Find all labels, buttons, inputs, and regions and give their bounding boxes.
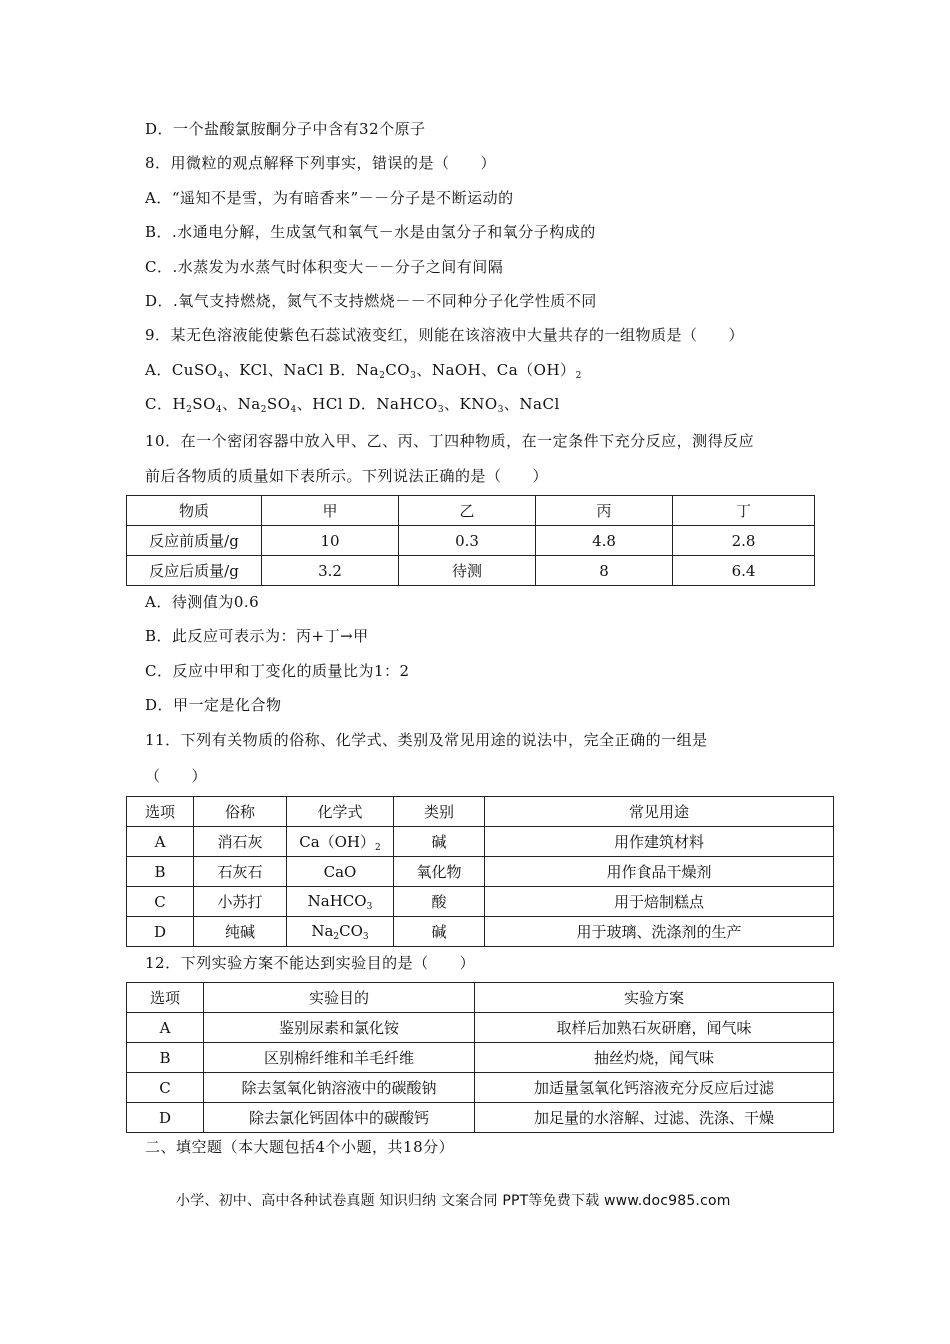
section-2-heading: 二、填空题（本大题包括4个小题，共18分） [145, 1138, 455, 1156]
table-cell: D [127, 917, 194, 947]
question-12-stem: 12．下列实验方案不能达到实验目的是（ ） [145, 954, 476, 972]
table-cell: 碱 [394, 827, 485, 857]
table-cell: 用于玻璃、洗涤剂的生产 [485, 917, 834, 947]
table-cell: 用于焙制糕点 [485, 887, 834, 917]
page-footer: 小学、初中、高中各种试卷真题 知识归纳 文案合同 PPT等免费下载 www.doc985.com [176, 1193, 731, 1209]
table-cell: 除去氢氧化钠溶液中的碳酸钠 [204, 1073, 475, 1103]
table-cell: 物质 [127, 496, 262, 526]
table-row [127, 887, 834, 917]
table-row [127, 1043, 834, 1073]
table-cell: 鉴别尿素和氯化铵 [204, 1013, 475, 1043]
table-cell: 2.8 [673, 526, 815, 556]
question-8-option-c: C．.水蒸发为水蒸气时体积变大－－分子之间有间隔 [145, 258, 504, 276]
question-10-table [126, 495, 815, 586]
table-cell: 待测 [399, 556, 536, 586]
table-cell: 氧化物 [394, 857, 485, 887]
question-11-stem-line1: 11．下列有关物质的俗称、化学式、类别及常见用途的说法中，完全正确的一组是 [145, 731, 708, 749]
question-9-options-ab: A．CuSO$_4$、KCl、NaCl B．$Na_2CO_3$、NaOH、$Ca(OH)_2$ [145, 361, 582, 381]
table-cell: NaHCO$_3$ [287, 887, 394, 917]
table-cell: 碱 [394, 917, 485, 947]
table-row [127, 556, 815, 586]
table-row [127, 857, 834, 887]
table-cell: 实验目的 [204, 983, 475, 1013]
table-row [127, 1103, 834, 1133]
table-cell: CaO [287, 857, 394, 887]
table-cell: 区别棉纤维和羊毛纤维 [204, 1043, 475, 1073]
table-cell: 丙 [536, 496, 673, 526]
table-cell: C [127, 887, 194, 917]
table-cell: 除去氯化钙固体中的碳酸钙 [204, 1103, 475, 1133]
question-8-option-d: D．.氧气支持燃烧，氮气不支持燃烧－－不同种分子化学性质不同 [145, 292, 597, 310]
table-cell: 取样后加熟石灰研磨，闻气味 [475, 1013, 834, 1043]
table-cell: C [127, 1073, 204, 1103]
question-10-stem-line2: 前后各物质的质量如下表所示。下列说法正确的是（ ） [145, 467, 549, 485]
table-cell: 4.8 [536, 526, 673, 556]
table-cell: B [127, 1043, 204, 1073]
table-cell: D [127, 1103, 204, 1133]
question-8-option-b: B．.水通电分解，生成氢气和氧气－水是由氢分子和氧分子构成的 [145, 223, 596, 241]
table-cell: 纯碱 [194, 917, 287, 947]
table-cell: A [127, 827, 194, 857]
table-cell: A [127, 1013, 204, 1043]
table-row [127, 797, 834, 827]
table-cell: 3.2 [262, 556, 399, 586]
table-row [127, 526, 815, 556]
question-10-stem-line1: 10．在一个密闭容器中放入甲、乙、丙、丁四种物质，在一定条件下充分反应，测得反应 [145, 432, 755, 450]
table-cell: 石灰石 [194, 857, 287, 887]
question-11-stem-line2: （ ） [145, 767, 208, 785]
table-cell: 0.3 [399, 526, 536, 556]
table-cell: 小苏打 [194, 887, 287, 917]
question-12-table [126, 982, 834, 1133]
table-cell: 消石灰 [194, 827, 287, 857]
table-cell: 加足量的水溶解、过滤、洗涤、干燥 [475, 1103, 834, 1133]
table-cell: 乙 [399, 496, 536, 526]
table-cell: 反应前质量/g [127, 526, 262, 556]
table-cell: 选项 [127, 983, 204, 1013]
question-10-option-d: D．甲一定是化合物 [145, 696, 282, 714]
question-10-option-c: C．反应中甲和丁变化的质量比为1：2 [145, 662, 410, 680]
table-cell: 反应后质量/g [127, 556, 262, 586]
table-cell: 抽丝灼烧，闻气味 [475, 1043, 834, 1073]
table-row [127, 1073, 834, 1103]
table-cell: 10 [262, 526, 399, 556]
table-cell: 化学式 [287, 797, 394, 827]
table-cell: 俗称 [194, 797, 287, 827]
question-9-options-cd: C．$H_2SO_4$、$Na_2SO_4$、HCl D．NaHCO$_3$、$KNO_3$、NaCl [145, 395, 560, 415]
table-cell: 8 [536, 556, 673, 586]
table-cell: 酸 [394, 887, 485, 917]
table-cell: 用作食品干燥剂 [485, 857, 834, 887]
table-row [127, 496, 815, 526]
question-11-table [126, 796, 834, 947]
table-cell: $Na_2CO_3$ [287, 917, 394, 947]
table-row [127, 983, 834, 1013]
table-row [127, 827, 834, 857]
table-cell: 用作建筑材料 [485, 827, 834, 857]
table-row [127, 917, 834, 947]
question-7-option-d: D．一个盐酸氯胺酮分子中含有32个原子 [145, 120, 426, 138]
table-cell: 6.4 [673, 556, 815, 586]
question-9-stem: 9．某无色溶液能使紫色石蕊试液变红，则能在该溶液中大量共存的一组物质是（ ） [145, 326, 745, 344]
table-cell: 选项 [127, 797, 194, 827]
table-cell: 甲 [262, 496, 399, 526]
table-cell: B [127, 857, 194, 887]
table-cell: 实验方案 [475, 983, 834, 1013]
question-8-stem: 8．用微粒的观点解释下列事实，错误的是（ ） [145, 154, 497, 172]
question-10-option-a: A．待测值为0.6 [145, 593, 260, 611]
question-10-option-b: B．此反应可表示为：丙+丁→甲 [145, 627, 369, 645]
table-row [127, 1013, 834, 1043]
table-cell: 常见用途 [485, 797, 834, 827]
table-cell: 类别 [394, 797, 485, 827]
question-8-option-a: A．“遥知不是雪，为有暗香来”－－分子是不断运动的 [145, 189, 514, 207]
table-cell: 丁 [673, 496, 815, 526]
table-cell: 加适量氢氧化钙溶液充分反应后过滤 [475, 1073, 834, 1103]
table-cell: $Ca(OH)_2$ [287, 827, 394, 857]
